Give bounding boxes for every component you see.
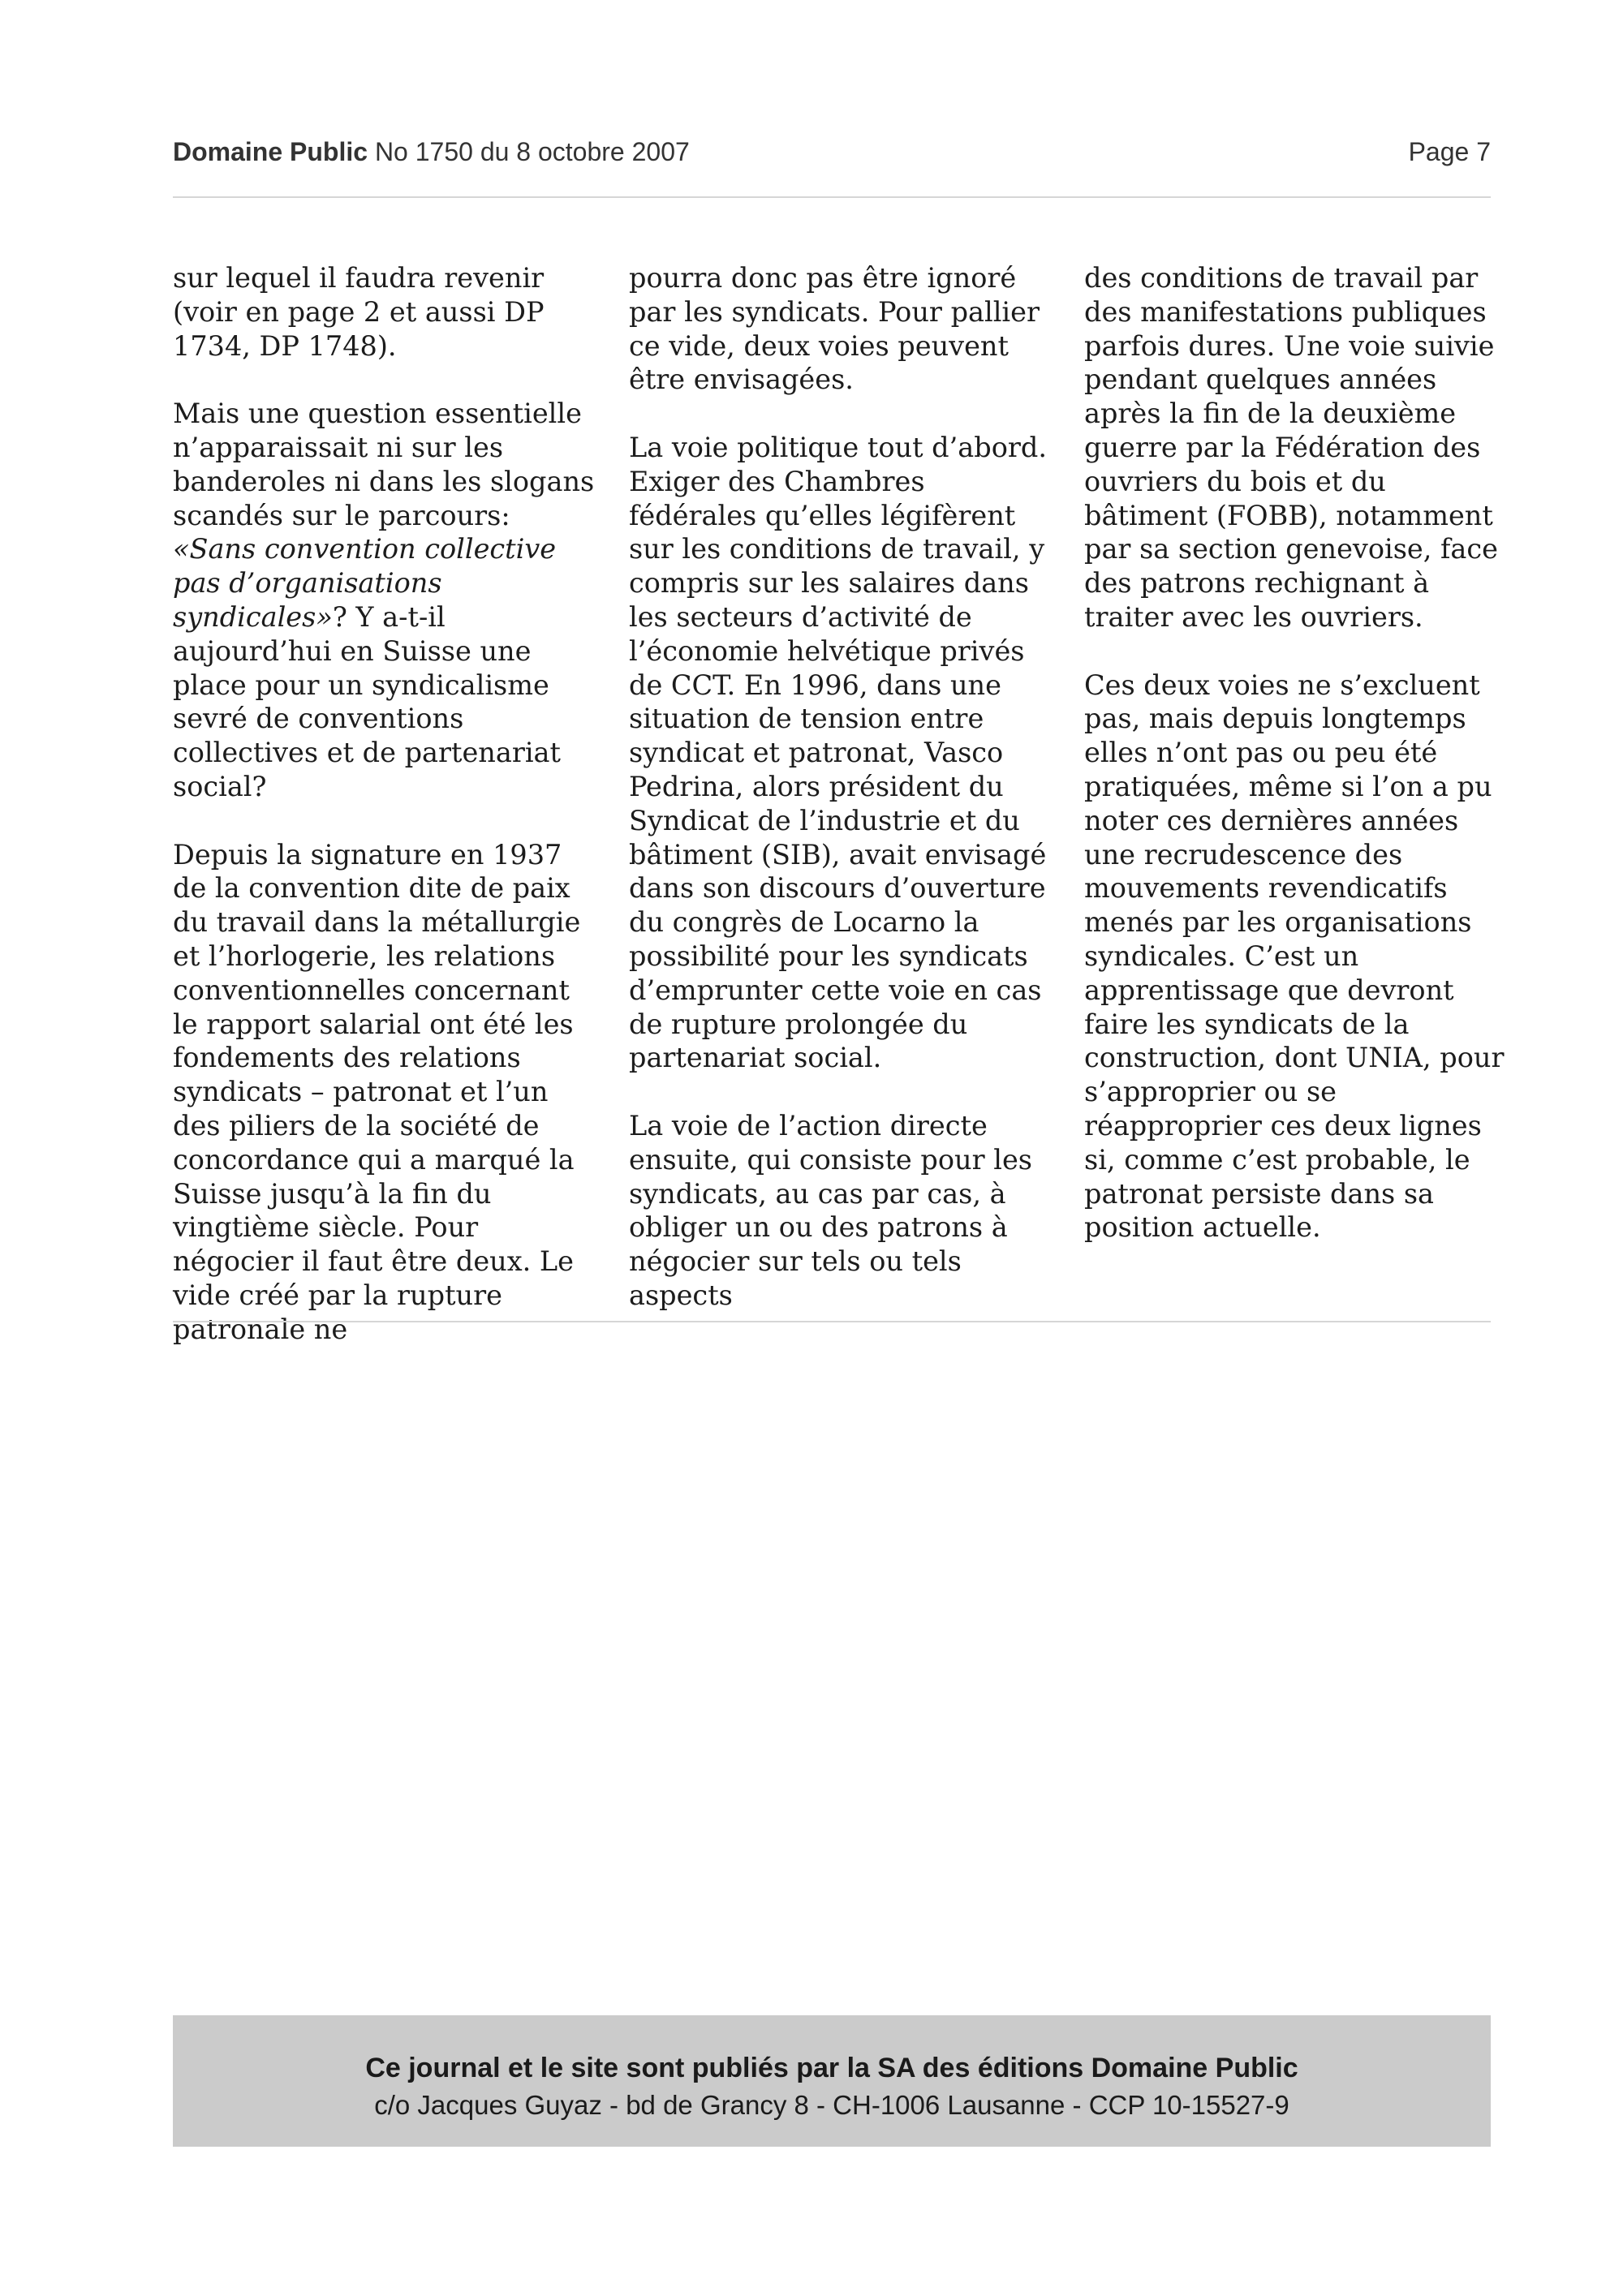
publisher-footer <box>173 2015 1491 2147</box>
paragraph-text: ? Y a-t-il aujourd’hui en Suisse une place pour un syndicalisme sevré de conventions collectives et de partenariat social? <box>173 600 561 802</box>
header-divider <box>173 196 1491 198</box>
publisher-statement: Ce journal et le site sont publiés par la SA des éditions Domaine Public <box>365 2053 1298 2083</box>
italic-quote: «Sans convention collective pas d’organisations syndicales» <box>173 533 557 633</box>
article-body <box>173 261 1505 1345</box>
paragraph: La voie de l’action directe ensuite, qui consiste pour les syndicats, au cas par cas, à obliger un ou des patrons à négocier sur tels ou tels aspects <box>629 1109 1032 1311</box>
article-end-divider <box>173 1321 1491 1322</box>
text-column-1 <box>173 261 595 1380</box>
page-number: Page 7 <box>1408 137 1491 166</box>
paragraph-text: Mais une question essentielle n’apparaissait ni sur les banderoles ni dans les slogans scandés sur le parcours: <box>173 398 595 531</box>
issue-info: No 1750 du 8 octobre 2007 <box>368 137 690 166</box>
paragraph <box>173 397 595 804</box>
paragraph: pourra donc pas être ignoré par les syndicats. Pour pallier ce vide, deux voies peuvent être envisagées. <box>629 262 1040 396</box>
text-column-3 <box>1084 261 1506 1279</box>
publication-name: Domaine Public <box>173 137 368 166</box>
paragraph: des conditions de travail par des manifestations publiques parfois dures. Une voie suivie pendant quelques années après la fin de la deuxième guerre par la Fédération des ouvriers du bois et du bâtiment (FOBB), notamment par sa section genevoise, face des patrons rechignant à traiter avec les ouvriers. <box>1084 262 1498 633</box>
paragraph: La voie politique tout d’abord. Exiger des Chambres fédérales qu’elles légifèrent sur les conditions de travail, y compris sur les salaires dans les secteurs d’activité de l’économie helvétique privés de CCT. En 1996, dans une situation de tension entre syndicat et patronat, Vasco Pedrina, alors président du Syndicat de l’industrie et du bâtiment (SIB), avait envisagé dans son discours d’ouverture du congrès de Locarno la possibilité pour les syndicats d’emprunter cette voie en cas de rupture prolongée du partenariat social. <box>629 431 1047 1074</box>
page-header <box>173 132 1491 171</box>
text-column-2 <box>629 261 1051 1347</box>
paragraph: sur lequel il faudra revenir (voir en page 2 et aussi DP 1734, DP 1748). <box>173 262 545 362</box>
paragraph: Depuis la signature en 1937 de la convention dite de paix du travail dans la métallurgie et l’horlogerie, les relations conventionnelles concernant le rapport salarial ont été les fondements des relations syndicats – patronat et l’un des piliers de la société de concordance qui a marqué la Suisse jusqu’à la fin du vingtième siècle. Pour négocier il faut être deux. Le vide créé par la rupture patronale ne <box>173 838 581 1345</box>
publisher-address: c/o Jacques Guyaz - bd de Grancy 8 - CH-1006 Lausanne - CCP 10-15527-9 <box>374 2090 1289 2120</box>
paragraph: Ces deux voies ne s’excluent pas, mais depuis longtemps elles n’ont pas ou peu été pratiquées, même si l’on a pu noter ces dernières années une recrudescence des mouvements revendicatifs menés par les organisations syndicales. C’est un apprentissage que devront faire les syndicats de la construction, dont UNIA, pour s’approprier ou se réapproprier ces deux lignes si, comme c’est probable, le patronat persiste dans sa position actuelle. <box>1084 669 1505 1244</box>
